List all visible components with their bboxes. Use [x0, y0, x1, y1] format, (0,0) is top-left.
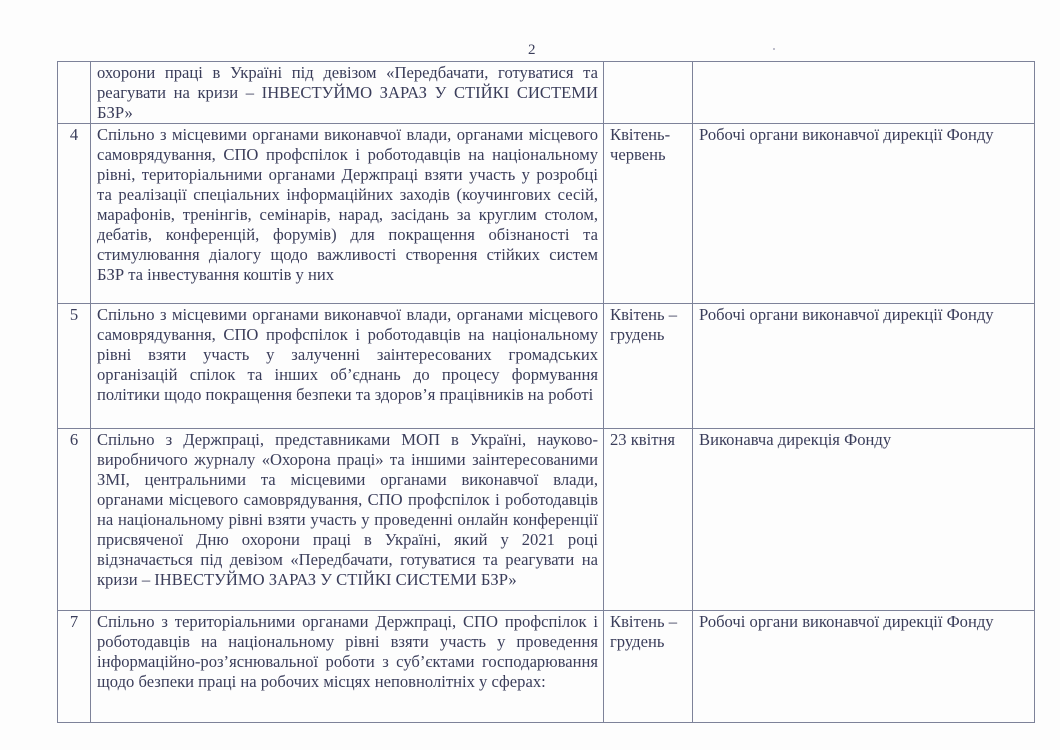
- page-number: 2: [528, 42, 536, 58]
- row-responsible: Робочі органи виконавчої дирекції Фонду: [693, 124, 1035, 304]
- row-activity: Спільно з місцевими органами виконавчої влади, органами місцевого самоврядування, СПО профспілок і роботодавців на національному рівні взяти участь у залученні заінтересованих громадських організацій спілок та інших об’єднань до процесу формування політики щодо покращення безпеки та здоров’я працівників на роботі: [91, 304, 604, 429]
- table-row: [58, 62, 1035, 124]
- row-activity: Спільно з територіальними органами Держпраці, СПО профспілок і роботодавців на національному рівні взяти участь у проведення інформаційно-роз’яснювальної роботи з суб’єктами господарювання щодо безпеки праці на робочих місцях неповнолітніх у сферах:: [91, 611, 604, 723]
- table-row: [58, 304, 1035, 429]
- row-number: 7: [58, 611, 91, 723]
- table-row: [58, 124, 1035, 304]
- row-responsible: [693, 62, 1035, 124]
- scan-speck: [773, 48, 775, 50]
- row-responsible: Виконавча дирекція Фонду: [693, 429, 1035, 611]
- row-responsible: Робочі органи виконавчої дирекції Фонду: [693, 304, 1035, 429]
- row-term: Квітень – грудень: [604, 611, 693, 723]
- row-responsible: Робочі органи виконавчої дирекції Фонду: [693, 611, 1035, 723]
- row-term: 23 квітня: [604, 429, 693, 611]
- row-term: Квітень-червень: [604, 124, 693, 304]
- table-row: [58, 611, 1035, 723]
- row-activity: охорони праці в Україні під девізом «Передбачати, готуватися та реагувати на кризи – ІНВЕСТУЙМО ЗАРАЗ У СТІЙКІ СИСТЕМИ БЗР»: [91, 62, 604, 124]
- row-number: 5: [58, 304, 91, 429]
- row-number: [58, 62, 91, 124]
- table-row: [58, 429, 1035, 611]
- row-activity: Спільно з місцевими органами виконавчої влади, органами місцевого самоврядування, СПО профспілок і роботодавців на національному рівні, територіальними органами Держпраці взяти участь у розробці та реалізації спеціальних інформаційних заходів (коучингових сесій, марафонів, тренінгів, семінарів, нарад, засідань за круглим столом, дебатів, конференцій, форумів) для покращення обізнаності та стимулювання діалогу щодо важливості створення стійких систем БЗР та інвестування коштів у них: [91, 124, 604, 304]
- row-number: 4: [58, 124, 91, 304]
- row-number: 6: [58, 429, 91, 611]
- plan-table: [57, 61, 1035, 723]
- row-term: [604, 62, 693, 124]
- row-term: Квітень – грудень: [604, 304, 693, 429]
- row-activity: Спільно з Держпраці, представниками МОП в Україні, науково-виробничого журналу «Охорона праці» та іншими заінтересованими ЗМІ, центральними та місцевими органами виконавчої влади, органами місцевого самоврядування, СПО профспілок і роботодавців на національному рівні взяти участь у проведенні онлайн конференції присвяченої Дню охорони праці в Україні, який у 2021 році відзначається під девізом «Передбачати, готуватися та реагувати на кризи – ІНВЕСТУЙМО ЗАРАЗ У СТІЙКІ СИСТЕМИ БЗР»: [91, 429, 604, 611]
